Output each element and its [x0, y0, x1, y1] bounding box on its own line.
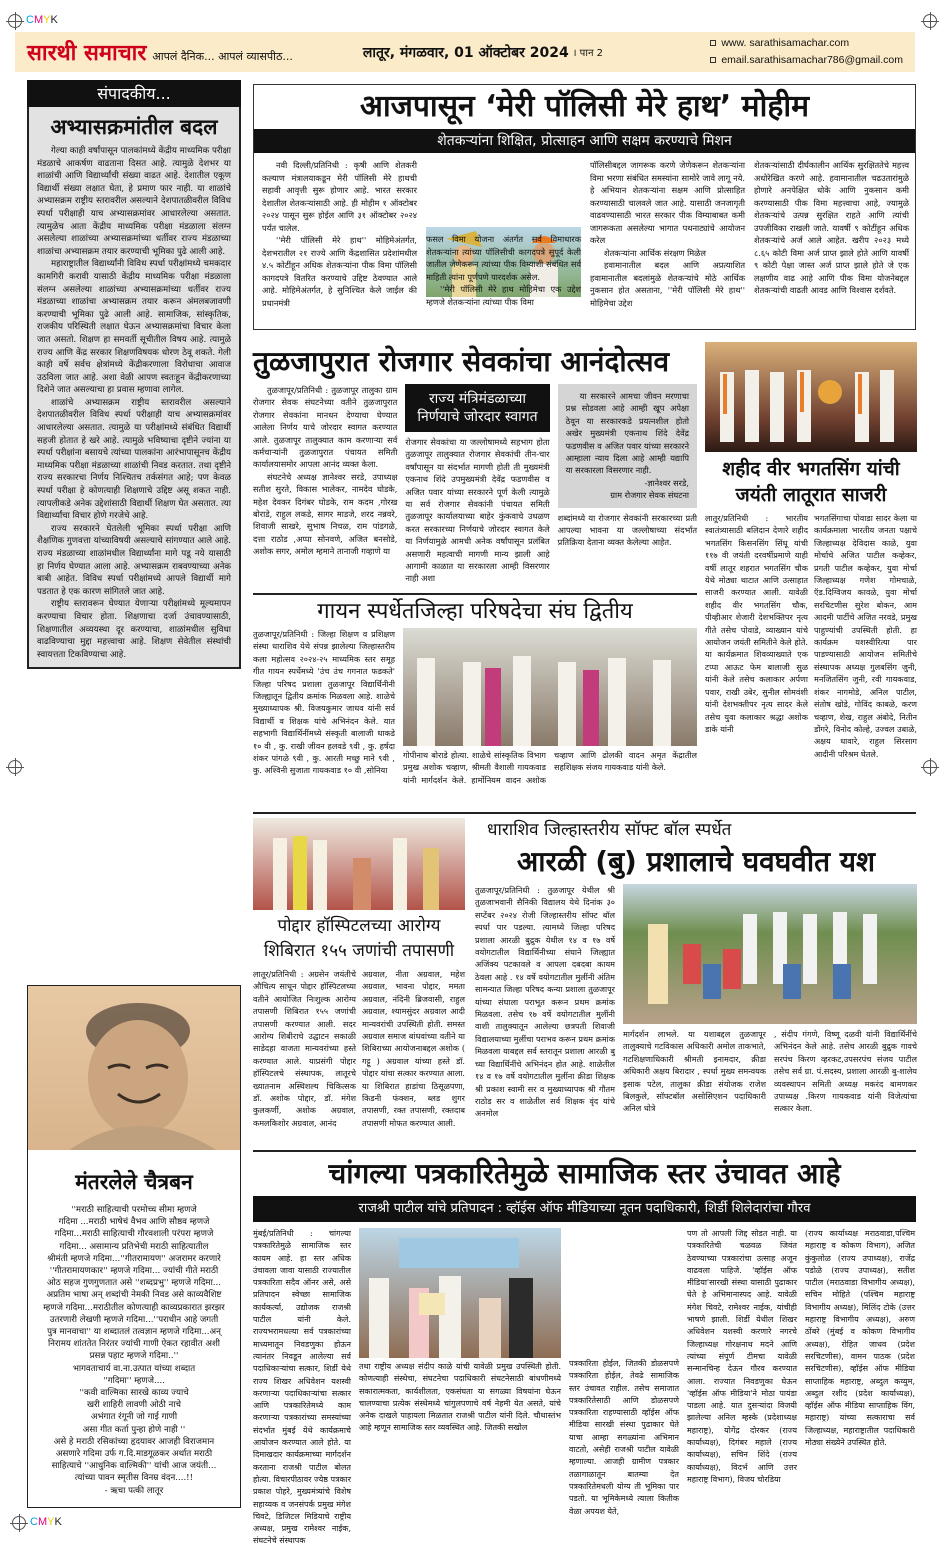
tuljapur-col-1: [253, 384, 397, 585]
registration-mark: [12, 1516, 26, 1530]
poem-line: खरी शाहिरी लावणी ओठी नाचे: [86, 1400, 182, 1411]
poem-line: ''गीतरामायणकार'' म्हणजे गदिमा... ज्यांची गीते मराठी: [49, 1266, 219, 1277]
poem-line: भागवताचार्य वा.ना.उत्पात यांच्या शब्दात: [72, 1363, 196, 1374]
editorial-body: [37, 145, 231, 661]
journalism-col-1: मुंबई/प्रतिनिधी : चांगल्या पत्रकारितेमुळे सामाजिक स्तर कायम आहे. हा स्तर अधिक उंचावला जावा यासाठी राज्यातील पत्रकारिता सदैव ऑनर असे, असे प्रतिपादन स्वेच्छा सामाजिक कार्यकर्त्या, उद्योजक राजश्री पाटील यांनी केले. राज्यभरामधल्या सर्व पत्रकारांच्या माध्यमातून निवडणुका होऊन त्यानंतर निवडून आलेल्या सर्व पदाधिकाऱ्यांचा सत्कार, शिर्डी येथे राज्य शिखर अधिवेशन यशस्वी करणाऱ्या पदाधिकाऱ्यांचा सत्कार आणि पत्रकारितेमध्ये काम करणाऱ्या पत्रकारांच्या समस्यांच्या संदर्भात मुंबई येथे कार्यक्रमाचे आयोजन करण्यात आले होते. या दिमाखदार कार्यक्रमाच्या मार्गदर्शन करताना राजश्री पाटील बोलत होत्या. विचारपीठावर ज्येष्ठ पत्रकार प्रकाश पोहरे, मुख्यमंत्र्यांचे विशेष सहाय्यक व जनसंपर्क प्रमुख मंगेश चिवटे, डिजिटल मिडियाचे राष्ट्रीय अध्यक्ष, प्रमुख रामेश्वर नाईक, संघटनेचे संस्थापक: [253, 1229, 351, 1546]
poem-line: ''मराठी साहित्याची परमोच्च सीमा म्हणजे: [71, 1205, 197, 1215]
tribute-text-box: [27, 1150, 241, 1508]
poem-line: ''कवी वाल्मिका सारखे काव्य ज्याचे: [79, 1388, 189, 1399]
quote-text: या सरकारने आमचा जीवन मरणाचा प्रश्न सोडवला आहे आम्ही खूप अपेक्षा ठेवून या सरकारकडे प्रयत्नशील होतो अखेर मुख्यमंत्री एकनाथ शिंदे देवेंद्र फडणवीस व अजित पवार यांच्या सरकारने आम्हाला न्याय दिला आहे आम्ही यद्यापि या सरकारला विसरणार नाही.: [565, 391, 689, 476]
bhagat-col-1: लातूर/प्रतिनिधी : भारतीय स्वातंत्र्यासाठी बलिदान देणारे शहीद भगतसिंग किसनसिंग सिंधू यांची ११७ वी जयंती दरवर्षीप्रमाणे याही वर्षी लातूर शहरात भगतसिंग चौक येथे मोठ्या थाटात आणि उत्साहात साजरी करण्यात आली. यावेळी शहीद वीर भगतसिंग चौक, पीव्हीआर शेजारी देशभक्तिपर नृत्य गीते तसेच पोवाडे, व्याख्यान यांचे आयोजन जयंती समितीने केले होते. या कार्यक्रमात शिवव्याख्याते एक टप्पा आऊट फेम बालाजी सुळ यांनी केले तसेच कलाकार अर्पणा पवार, राखी उबेर, सुनील सोमवंशी यांनी देशभक्तीपर नृत्य सादर केले तसेच युवा कलाकार श्रद्धा अशोक डाके यांनी: [705, 513, 808, 734]
cmyk-strip: CMYK: [30, 1516, 62, 1528]
masthead: [15, 32, 915, 72]
left-column: [27, 80, 241, 669]
group-photo-icon: [705, 342, 917, 452]
journalism-story: [253, 1154, 916, 1548]
tribute-box: [27, 985, 241, 1508]
poem-line: अभंगात रंगूनी जो गाई गाणी: [90, 1412, 178, 1423]
portrait-image: [27, 985, 241, 1150]
poem-line: असा गीत कर्ता पुन्हा होणे नाही '': [82, 1424, 186, 1435]
tribute-signature: - ऋचा पत्की लातूर: [104, 1485, 164, 1496]
softball-story: [475, 818, 917, 1120]
journalism-subhead: राजश्री पाटील यांचे प्रतिपादन : व्हॉईस ऑफ मीडियाच्या नूतन पदाधिकारी, शिर्डी शिलेदारांचा गौरव: [253, 1196, 916, 1222]
poem-line: गदिमा... असामान्य प्रतिभेची मराठी साहित्यातील: [59, 1241, 209, 1252]
registration-mark: [8, 14, 22, 28]
lead-subhead: शेतकऱ्यांना शिक्षित, प्रोत्साहन आणि सक्षम करण्याचे मिशन: [254, 129, 915, 153]
quote-author: -ज्ञानेश्वर सरडे,: [644, 477, 689, 488]
podar-photo: [253, 818, 465, 910]
journalism-col-5: (राज्य कार्याध्यक्ष मराठवाडा,पश्चिम महाराष्ट्र व कोकण विभाग), अजित कुंकुलोळ (राज्य उपाध्यक्ष), राजेंद्र पडोळे (राज्य उपाध्यक्ष), सतीश पाटील (मराठवाडा विभागीय अध्यक्ष), सचिन मोहिते (पश्चिम महाराष्ट्र विभागीय अध्यक्ष), मिलिंद टोके (उत्तर महाराष्ट्र विभागीय अध्यक्ष), अरुण ठोंबरे (मुंबई व कोकण विभागीय अध्यक्ष), रोहित जाधव (प्रदेश सरचिटणीस), वामन पाठक (प्रदेश सरचिटणीस), व्हॉईस ऑफ मीडिया साप्ताहिक महाराष्ट्र, अब्दुल कय्युम, अब्दुल रशीद (प्रदेश कार्याध्यक्ष), व्हॉईस ऑफ मीडिया साप्ताहिक विंग, महाराष्ट्र) यांच्या सत्काराचा सर्व जिल्हाध्यक्ष, महाराष्ट्रातील पदाधिकारी मोठ्या संख्येने उपस्थित होते.: [805, 1229, 915, 1448]
gayan-col-1: तुळजापूर/प्रतिनिधी : जिल्हा शिक्षण व प्रशिक्षण संस्था धाराशिव येथे संपन्न झालेल्या जिल्हास्तरीय कला महोत्सव २०२४-२५ माध्यमिक स्तर समूह गीत गायन स्पर्धेमध्ये 'उंच उंच गगनात फडकते' जिल्हा परिषद प्रशाला तुळजापूर विद्यार्थिनीनी जिल्ह्यातून द्वितीय क्रमांक मिळवला आहे. शाळेचे मुख्याध्यापक श्री. विजयकुमार जाधव यांनी सर्व विद्यार्थी व शिक्षक यांचे अभिनंदन केले. यात सहभागी विद्यार्थिनींमध्ये संस्कृती बालाजी धाकडे १० वी , कु. राखी जीवन हलवडे ९वी , कु. हर्षदा शंकर पांगळे ९वी , कु. आरती मच्छु माने ९वी , कु. अश्विनी सुजाता गायकवाड १० वी ,सोनिया: [253, 629, 395, 776]
divider: [253, 812, 916, 814]
podar-headline: पोद्दार हॉस्पिटलच्या आरोग्य शिबिरात १५५ जणांची तपासणी: [263, 916, 455, 961]
bhagat-col-2: भगतसिंगाचा पोवाडा सादर केला या कार्यक्रमाला भारतीय जनता पक्षाचे जिल्हाध्यक्ष देविदास काळे, युवा मोर्चाचे अजित पाटील कव्हेकर, प्रगती पाटील कव्हेकर, युवा मोर्चा जिल्हाध्यक्ष गणेश गोमचाळे, ऍड.दिग्विजय कावळे, युवा मोर्चा सरचिटणीस सुरेश बोकन, आम आदमी पार्टीचे अजित नरवडे, प्रमुख पाहुण्यांची उपस्थिती होती. हा कार्यक्रम यशस्वीरित्या पार पाडण्यासाठी आयोजन समितीचे संस्थापक अध्यक्ष गुलबसिंग जुनी, मनजितसिंग जुनी, रवी गायकवाड, शंकर नागमोडे, अनिल पाटील, संतोष खोडे, गोविंद काबळे, करण चव्हाण, शेख, राहुल अंबोदे, नितीन डोंगरे, विनोद कोल्हे, उज्वल उबाळे, अक्षय धावारे, राहुल सिरसाग आदीनी परिश्रम घेतले.: [814, 513, 917, 759]
softball-col-3: , संदीप गंगणे, विष्णू दळवी यांनी विद्यार्थिनींचे अभिनंदन केले आहे. तसेच आरळी बुद्रुक गावचे सरपंच किरण व्हरकट,उपसरपंच संजय पाटील तसेच सर्व ग्रा. पं.सदस्य, प्रशाला आरळी बु-शालेय व्यवस्थापन समिती अध्यक्ष मकरंद बामणकर उपाध्यक्ष .किरण गायकवाड यांनी विजेत्यांचा सत्कार केला.: [774, 1029, 917, 1114]
lead-col-1: [262, 159, 417, 309]
poem-line: असे हे मराठी रसिकांच्या हृदयावर आजही विराजमान: [53, 1436, 215, 1447]
editorial-title: अभ्यासक्रमांतील बदल: [50, 115, 218, 139]
paragraph: ''मेरी पॉलिसी मेरे हाथ मोहिमेचा एक उद्देश म्हणजे शेतकऱ्यांना त्यांच्या पीक विमा: [426, 284, 581, 307]
tuljapur-col-2: रोजगार सेवकांचा या जल्लोषामध्ये सहभाग होता तुळजापूर तालुक्यात रोजगार सेवकांची तीन-चार वर्षांपासून या संदर्भात मागणी होती ती मुख्यमंत्री एकनाथ शिंदे उपमुख्यमंत्री देवेंद्र फडणवीस व अजित पवार यांच्या सरकारने पूर्ण केली त्यामुळे या सर्व रोजगार सेवकांनी पंचायत समिती तुळजापूर कार्यालयाच्या बाहेर कुंकवाचे उधळण करत सरकारच्या निर्णयाचे जोरदार स्वागत केले या निर्णयामुळे आमची अनेक वर्षांपासून प्रलंबित असणारी महत्वाची मागणी मान्य झाली आहे आगामी काळात या सरकारला आम्ही विसरणार नाही अशा: [405, 437, 550, 584]
paragraph: फसल विमा योजना अंतर्गत सर्व विमाधारक शेतकऱ्यांना त्यांच्या पॉलिसीची कागदपत्रे सुपूर्द केली जातील जेणेकरून त्यांच्या पीक विम्याशी संबंधित सर्व माहिती त्यांना पूर्णपणे पारदर्शक असेल.: [426, 234, 581, 282]
paragraph: शेतकऱ्यांना आर्थिक संरक्षण मिळेल: [604, 247, 706, 258]
portrait-sketch-icon: [28, 986, 241, 1150]
gayan-headline: गायन स्पर्धेतजिल्हा परिषदेचा संघ द्वितीय: [317, 599, 633, 624]
quote-org: ग्राम रोजगार सेवक संघटना: [610, 490, 689, 501]
group-photo-icon: [253, 818, 465, 910]
website-link[interactable]: www. sarathisamachar.com: [721, 37, 850, 49]
journalism-col-4: पण तो आपली जिद्द सोडत नाही. या पत्रकारितेची चळवळ जिवंत ठेवण्याच्या पत्रकारांचा उत्साह अजून वाढवला पाहिजे. 'व्हॉईस ऑफ मीडिया'सारखी संस्था यासाठी पुढाकार घेते हे अभिमानास्पद आहे. यावेळी मंगेश चिवटे, रामेश्वर नाईक, यांचीही भाषणे झाली. शिर्डी येथील शिखर अधिवेशन यशस्वी करणारे नगरचे जिल्हाध्यक्ष गोरक्षनाथ मदने आणि त्यांच्या संपूर्ण टीमचा यावेळी सन्मानचिन्ह देऊन गौरव करण्यात आला. राज्यात निवडणुका घेऊन 'व्हॉईस ऑफ मीडिया'ने मोठा पायंडा पाडला आहे. यात दुसऱ्यांदा विजयी झालेल्या अनिल म्हस्के (प्रदेशाध्यक्ष महाराष्ट्र), योगेंद्र दोरकर (राज्य कार्याध्यक्ष), दिगंबर महाले (राज्य कार्याध्यक्ष), सचिन शिंदे (राज्य कार्याध्यक्ष), विदर्भ आणि उत्तर महाराष्ट्र विभाग), विजय चोरडिया: [687, 1229, 797, 1484]
tribute-title: मंतरलेले चैत्रबन: [75, 1170, 193, 1194]
group-photo-icon: [403, 628, 697, 746]
podar-story: [253, 818, 465, 1129]
journalism-caption: तथा राष्ट्रीय अध्यक्ष संदीप काळे यांची यावेळी प्रमुख उपस्थिती होती. कोणत्याही संस्थेचा, संघटनेचा पदाधिकारी संघटनेसाठी बांधणीमध्ये सकारात्मकता, कार्यशीलता, एकसंघता या सगळ्या विषयांना घेऊन चालण्याचा प्रत्येक संस्थेमध्ये चांगुलपणाचे वर्ष नेहमी येत असते, यांचे अनेक दाखले पाहायला मिळतात राजश्री पाटील यांनी दिले. चौथास्तंभ आहे म्हणून सामाजिक स्तर व्यवस्थित आहे. जितकी सखोल: [359, 1362, 561, 1433]
tuljapur-col-3: शब्दांमध्ये या रोजगार सेवकांनी सरकारच्या प्रती आपल्या भावना या जल्लोषाच्या संदर्भात प्रतिक्रिया देताना व्यक्त केलेल्या आहेत.: [557, 512, 697, 548]
poem-line: अप्रतिम भाषा अन् शब्दांची नेमकी निवड असे काव्यवैशिष्ट: [46, 1290, 222, 1301]
tuljapur-quote: [558, 384, 697, 508]
poem-line: उतरणारी लेखणी म्हणजे गदिमा...''पराधीन आहे जगती: [49, 1314, 219, 1325]
paragraph: राष्ट्रीय स्तरावरून घेण्यात येणाऱ्या परीक्षांमध्ये मूल्यमापन करण्याचा विचार होता. शिक्षणाचा दर्जा उंचावण्यासाठी, शिक्षणातील अव्ययस्था दूर करण्याचा, शाळांमधील सुविधा वाढविण्याचा मुद्दा महत्त्वाचा आहे. शिक्षण सेवेतील संस्थांची स्वायत्तता टिकविण्याचा आहे.: [37, 599, 231, 660]
poem-line: गदिमा ...मराठी भाषेचं वैभव आणि सौष्ठव म्हणजे: [58, 1217, 210, 1228]
registration-mark: [923, 14, 937, 28]
paragraph: नवी दिल्ली/प्रतिनिधी : कृषी आणि शेतकरी कल्याण मंत्रालयाकडून मेरी पॉलिसी मेरे हाथची सहावी आवृत्ती सुरू होणार आहे. भारत सरकार देशातील शेतकऱ्यांसाठी आहे. ही मोहीम १ ऑक्टोबर २०२४ पासून सुरू होईल आणि ३१ ऑक्टोबर २०२४ पर्यंत चालेल.: [262, 160, 417, 233]
tuljapur-blackbox: राज्य मंत्रिमंडळाच्या निर्णयाचे जोरदार स्वागत: [405, 384, 549, 432]
tagline: आपलं दैनिक... आपलं व्यासपीठ...: [152, 49, 293, 63]
softball-headline: आरळी (बु) प्रशालाचे घवघवीत यश: [516, 845, 876, 878]
paragraph: राज्य सरकारने घेतलेली भूमिका स्पर्धा परीक्षा आणि शैक्षणिक गुणवत्ता यांच्याविषयी असल्याचे सांगण्यात आले आहे. राज्य मंडळाच्या शाळांमधील विद्यार्थ्यांना मागे पडू नये यासाठी हा निर्णय घेण्यात आला आहे. अभ्यासक्रम राबवण्याच्या अनेक बाबी आहेत. विविध स्पर्धा परीक्षांमध्ये आपले विद्यार्थी मागे पडतात हे एक कारण सांगितले जात आहे.: [37, 523, 231, 597]
journalism-photo: [359, 1228, 561, 1358]
email-link[interactable]: email.sarathisamachar786@gmail.com: [721, 54, 903, 66]
poem-line: प्रसन्न पहाट म्हणजे गदिमा..'': [89, 1351, 179, 1362]
dateline: लातूर, मंगळवार, 01 ऑक्टोबर 2024: [362, 44, 569, 61]
paragraph: संघटनेचे अध्यक्ष ज्ञानेश्वर सरडे, उपाध्यक्ष सतीश सुरते, विकास भालेकर, नामदेव घोडके, महेश देवकर दिगंबर घोडके, राम कदम ,गोरख बोराडे, राहुल लकडे, सागर माडजे, शरद नन्नवरे, शिवाजी साखरे, सुभाष निचळ, राम पांडगळे, दत्ता राठोड ,अप्पा सोनवणे, अजित बनसोडे, अशोक सगर, अमोल म्हमाने तानाजी गव्हाणे या: [253, 471, 398, 557]
tuljapur-headline: तुळजापुरात रोजगार सेवकांचा आनंदोत्सव: [253, 345, 670, 378]
paragraph: हवामानातील बदल आणि अप्रत्याशित हवामानातील बदलांमुळे शेतकऱ्यांचे मोठे आर्थिक नुकसान होत असताना, ''मेरी पॉलिसी मेरे हाथ'' मोहिमेचा उद्देश: [590, 260, 745, 308]
lead-col-3: [590, 159, 745, 309]
softball-photo: [623, 884, 917, 1024]
poem-line: ''गदिमा'' म्हणजे....: [103, 1375, 165, 1386]
bhagat-story: [705, 342, 917, 760]
poem-line: ओठ सहज गुणगुणतात असे ''शब्दप्रभु'' म्हणजे गदिमा...: [46, 1278, 221, 1289]
registration-mark: [923, 760, 937, 774]
lead-headline: आजपासून ‘मेरी पॉलिसी मेरे हाथ’ मोहीम: [359, 89, 810, 124]
team-photo-icon: [623, 884, 917, 1024]
paragraph: शाळांचे अभ्यासक्रम राष्ट्रीय स्तरावरील असल्याने देशपातळीवरील विविध स्पर्धा परीक्षाही याच अभ्यासक्रमांवर आधारलेल्या असतात. त्यामुळे या परीक्षांमध्ये संबंधित विद्यार्थी सहजी होतात हे खरे आहे. त्यामुळे भविष्याचा दृष्टीने ज्यांना या स्पर्धा परीक्षांना बसायचे त्यांच्या पालकांना आरंभापासूनच केंद्रीय माध्यमिक परीक्षा मंडळाच्या शाळांची निवड करतात. तथा दृष्टीने राज्य सरकारचा निर्णय निश्चितच तर्कसंगत आहे; पण केवळ स्पर्धा परीक्षा हे कोणत्याही शिक्षणाचे उद्दिष्ट असू शकत नाही. त्यापलीकडे अनेक उद्देशांसाठी विद्यार्थी शिक्षण घेत असतात. त्या विद्यार्थ्यांचा विचार होणे गरजेचे आहे.: [37, 397, 231, 522]
podar-col-2: अग्रवाल, नीता अग्रवाल, महेश अग्रवाल, भावना पोद्दार, ममता अग्रवाल, नंदिनी ब्रिजवासी, राहुल अग्रवाल, श्यामसुंदर अग्रवाल आदी मान्यवरांची उपस्थिती होती. समस्त अग्रवाल समाज बांधवांच्या वतीने या शिबिराच्या आयोजनाबद्दल अशोक ( गट्टू ) अग्रवाल यांच्या हस्ते डॉ. पोद्दार यांचा सत्कार करण्यात आला. या शिबिरात हाडांचा ठिसूळपणा, किडनी फंक्शन, ब्लड शुगर तपासणी, रक्त तपासणी, रक्तदाब तपासणी मोफत करण्यात आली.: [362, 969, 465, 1128]
bhagat-headline: शहीद वीर भगतसिंग यांची जयंती लातूरात साजरी: [722, 458, 900, 506]
paragraph: तुळजापूर/प्रतिनिधी : तुळजापूर तालुका ग्राम रोजगार सेवक संघटनेच्या वतीने तुळजापुरात रोजगार सेवकांना मानधन देण्याचा घेण्यात आलेला निर्णय याचे जोरदार स्वागत करण्यात आले. तुळजापूर तालुक्यात काम करणाऱ्या सर्व कर्मचाऱ्यांनी तुळजापुरात पंचायत समिती कार्यालयासमोर आपला आनंद व्यक्त केला.: [253, 385, 398, 470]
bhagat-photo: [705, 342, 917, 452]
poem-line: श्रीमंती म्हणजे गदिमा...''गीतरामायण'' अजरामर करणारे: [47, 1253, 221, 1264]
poem-line: साहित्याचे ''आधुनिक वाल्मिकी'' यांची आज जयंती...: [51, 1461, 217, 1472]
poem-line: त्यांच्या पावन स्मृतीस विनम्र वंदन....!!: [74, 1473, 194, 1484]
divider: [253, 593, 697, 595]
lead-col-4: [754, 159, 909, 297]
editorial-section-header: संपादकीय...: [27, 80, 241, 107]
softball-col-1: तुळजापूर/प्रतिनिधी : तुळजापूर येथील श्री तुळजाभवानी सैनिकी विद्यालय येथे दिनांक ३० सप्टेंबर २०२४ रोजी जिल्हास्तरीय सॉफ्ट बॉल स्पर्धा पार पडल्या. त्यामध्ये जिल्हा परिषद प्रशाला आरळी बुद्रुक येथील १४ व १७ वर्षे वयोगटातील विद्यार्थिनीच्या संघाने जिल्ह्यात अजिंक्य पटकावले व आपला दबदबा कायम ठेवला आहे . १४ वर्षे वयोगटातील मुलींनी अंतिम सामन्यात जिल्हा परिषद कन्या प्रशाला तुळजापूर यांच्या संघाला पराभूत करून प्रथम क्रमांक मिळवला. तसेच १७ वर्षे वयोगटातील मुलींनी वाशी तालुक्यातून आलेल्या छत्रपती शिवाजी विद्यालयाच्या मुलींचा पराभव करून प्रथम क्रमांक मिळवला याबद्दल सर्व स्तरातून प्रशाला आरळी बु च्या विद्यार्थिनींचे अभिनंदन होत आहे. शाळेतील १४ व १७ वर्षे वयोगटातील मुलींना क्रीडा शिक्षक श्री प्रकाश स्वामी सर व मुख्याध्यापक श्री गौतम राठोड सर व शाळेतील सर्व शिक्षक वृंद यांचे अनमोल: [475, 885, 615, 1119]
softball-col-2: मार्गदर्शन लाभले. या यशाबद्दल तुळजापूर तालुक्याचे गटविकास अधिकारी अमोल ताकभाते, गटशिक्षणाधिकारी श्रीमती इनामदार, क्रीडा अधिकारी अक्षय बिरादार , स्पर्धा मुख्य समन्वयक इसाक पटेल, तालुका क्रीडा संयोजक राजेश बिलकुले, सॉफ्टबॉल असोसिएशन पदाधिकारी अनिल धोत्रे: [623, 1029, 766, 1114]
divider: [253, 1150, 916, 1152]
paragraph: ''मेरी पॉलिसी मेरे हाथ'' मोहिमेअंतर्गत, देशभरातील २१ राज्ये आणि केंद्रशासित प्रदेशांमधील ४.५ कोटींहून अधिक शेतकऱ्यांना पीक विमा पॉलिसी कागदपत्रे वितरित करण्याचे उद्दिष्ट ठेवण्यात आले आहे. मोहिमेअंतर्गत, हे सुनिश्चित केले जाईल की प्रधानमंत्री: [262, 235, 417, 308]
lead-story: [253, 84, 916, 330]
softball-kicker: धाराशिव जिल्हास्तरीय सॉफ्ट बॉल स्पर्धेत: [487, 820, 732, 840]
bullet-icon: [710, 57, 716, 63]
paragraph: पॉलिसीबद्दल जागरूक करणे जेणेकरून शेतकऱ्यांना विमा भरणा संबंधित समस्यांना सामोरे जावे लागू नये. हे अभियान शेतकऱ्यांना सक्षम आणि प्रोत्साहित करण्यासाठी चालवले जात आहे. यासाठी जनजागृती वाढवण्यासाठी भारत सरकार पीक विम्याबाबत कमी जागरूकता असलेल्या भागात पथनाट्यांचे आयोजन करेल: [590, 160, 745, 245]
poem-line: गदिमा...मराठी साहित्याची गौरवशाली परंपरा म्हणजे: [54, 1229, 214, 1240]
journalism-headline: चांगल्या पत्रकारितेमुळे सामाजिक स्तर उंचावत आहे: [328, 1157, 841, 1190]
journalism-col-3: पत्रकारिता होईल, जितकी डोळसपणे पत्रकारिता होईल, तेवढे सामाजिक स्तर उंचावत राहील. तसेच समाजात पत्रकारितेसाठी आणि डोळसपणे पत्रकारिता राहण्यासाठी व्हॉईस ऑफ मीडिया सारखी संस्था पुढाकार घेते याचा आम्हा सगळ्यांना अभिमान वाटतो, असेही राजश्री पाटील यावेळी म्हणाल्या. आजही ग्रामीण पत्रकार तळागाळातून बातम्या देत पत्रकारितेमधली योग्य ती भूमिका पार पडतो. या भूमिकेमध्ये त्याला कितीक वेळा अपयश येते,: [569, 1359, 679, 1516]
tuljapur-story: [253, 342, 697, 585]
gayan-story: [253, 596, 697, 786]
paragraph: महाराष्ट्रातील विद्यार्थ्यांनी विविध स्पर्धा परीक्षांमध्ये चमकदार कामगिरी करावी यासाठी केंद्रीय माध्यमिक परीक्षा मंडळाला संलग्न असलेल्या शाळांच्या अभ्यासक्रमांच्या धर्तीवर राज्य मंडळाच्या शाळांचा अभ्यासक्रम तयार करून अंमलबजावणी करण्याची भूमिका पुढे आली आहे. सामाजिक, सांस्कृतिक, राजकीय परिस्थिती लक्षात घेऊन अभ्यासक्रमांचा विचार केला जात असतो. शिक्षण हा समवर्ती सूचीतील विषय आहे. त्यामुळे राज्य आणि केंद्र सरकार शिक्षणविषयक धोरण ठेवू शकते. गेली काही वर्षे सर्वच क्षेत्रांमध्ये केंद्रीकरणाला विरोधाचा आवाज उठविला जात आहे. अशा वेळी आपण स्वतःहून केंद्रीकरणाच्या दिशेने जात असल्याचा हा प्रवास म्हणावा लागेल.: [37, 259, 231, 396]
brand-logo: सारथी समाचार: [27, 41, 147, 66]
bullet-icon: [710, 40, 716, 46]
paragraph: शेतकऱ्यांसाठी दीर्घकालीन आर्थिक सुरक्षिततेचे महत्त्व अधोरेखित करणे आहे. हवामानातील चढउतारांमुळे होणारे अनपेक्षित धोके आणि नुकसान कमी करण्यासाठी पीक विमा महत्त्वाचा आहे, ज्यामुळे शेतकऱ्यांचे उत्पन्न सुरक्षित राहते आणि त्यांची उपजीविका राखली जाते. यावर्षी ९ कोटींहून अधिक शेतकऱ्यांचे अर्ज आले आहेत. खरीप २०२३ मध्ये ८.६५ कोटी विमा अर्ज प्राप्त झाले होते आणि यावर्षी ९ कोटी पेक्षा जास्त अर्ज प्राप्त झाले होते जे एक लक्षणीय वाढ आहे आणि पीक विमा योजनेबद्दल शेतकऱ्यांची वाढती आवड आणि विश्वास दर्शवते.: [754, 160, 909, 295]
lead-col-2: [426, 233, 581, 308]
poem-line: निरामय शांततेत निरंतर ज्यांची गाणी ऐकत रहावीत अशी: [47, 1339, 221, 1350]
poem-line: म्हणजे गदिमा...मराठीतील कोणत्याही काव्यप्रकारात झरझर: [43, 1302, 225, 1313]
registration-mark: [8, 760, 22, 774]
podar-col-1: लातूर/प्रतिनिधी : अग्रसेन जयंतीचे औचित्य साधून पोद्दार हॉस्पिटलच्या वतीने आयोजित निःशुल्क आरोग्य तपासणी शिबिरात १५५ जणांची तपासणी करण्यात आली. सदर आरोग्य शिबीराचे उद्घाटन सकाळी साडेदहा वाजता मान्यवरांच्या हस्ते करण्यात आले. याप्रसंगी पोद्दार हॉस्पिटलचे संस्थापक, लातूरचे ख्यातनाम अस्थिशल्य चिकित्सक डॉ. अशोक पोद्दार, डॉ. मंगेश कुलकर्णी, अशोक अग्रवाल, कमलकिशोर अग्रवाल, आनंद: [253, 969, 356, 1128]
poem-line: असणारे गदिमा उर्फ ग.दि.माडगूळकर अर्थात मराठी: [55, 1449, 213, 1460]
poem-line: पुत्र मानवाचा'' या शब्दातलं तत्वज्ञान म्हणजे गदिमा...अन्: [47, 1327, 221, 1338]
gayan-photo: [403, 628, 697, 746]
cmyk-strip: CMYK: [26, 14, 58, 26]
editorial-box: [27, 107, 241, 669]
gayan-caption: गोपीनाथ बोराडे होत्या. शाळेचे सांस्कृतिक विभाग प्रमुख अशोक चव्हाण, श्रीमती वैशाली गायकवाड यांनी मार्गदर्शन केले. हार्मोनियम वादन अशोक चव्हाण आणि ढोलकी वादन अमृत केंद्रातील सहशिक्षक संजय गायकवाड यांनी केले.: [403, 750, 697, 785]
tribute-poem: [36, 1204, 232, 1485]
paragraph: गेल्या काही वर्षांपासून पालकांमध्ये केंद्रीय माध्यमिक परीक्षा मंडळाचे आकर्षण वाढताना दिसत आहे. त्यामुळे देशभर या शाळांची आणि विद्यार्थ्यांची संख्या वाढत आहे. देशातील एकूण विद्यार्थी संख्या लक्षात घेता, हे प्रमाण फार नाही. या शाळांचे अभ्यासक्रम राष्ट्रीय स्तरावरील असल्याने देशपातळीवरील विविध स्पर्धा परीक्षाही याच अभ्यासक्रमांवर आधारलेल्या असतात. त्यामुळेच आता केंद्रीय माध्यमिक परीक्षा मंडळाला संलग्न असलेल्या शाळांच्या अभ्यासक्रमांच्या धर्तीवर राज्य मंडळाच्या शाळांचा अभ्यासक्रम तयार करण्याची भूमिका पुढे आली आहे.: [37, 146, 231, 257]
contact-info: [710, 35, 903, 69]
page-number: । पान 2: [572, 48, 604, 59]
award-photo-icon: [359, 1228, 561, 1358]
